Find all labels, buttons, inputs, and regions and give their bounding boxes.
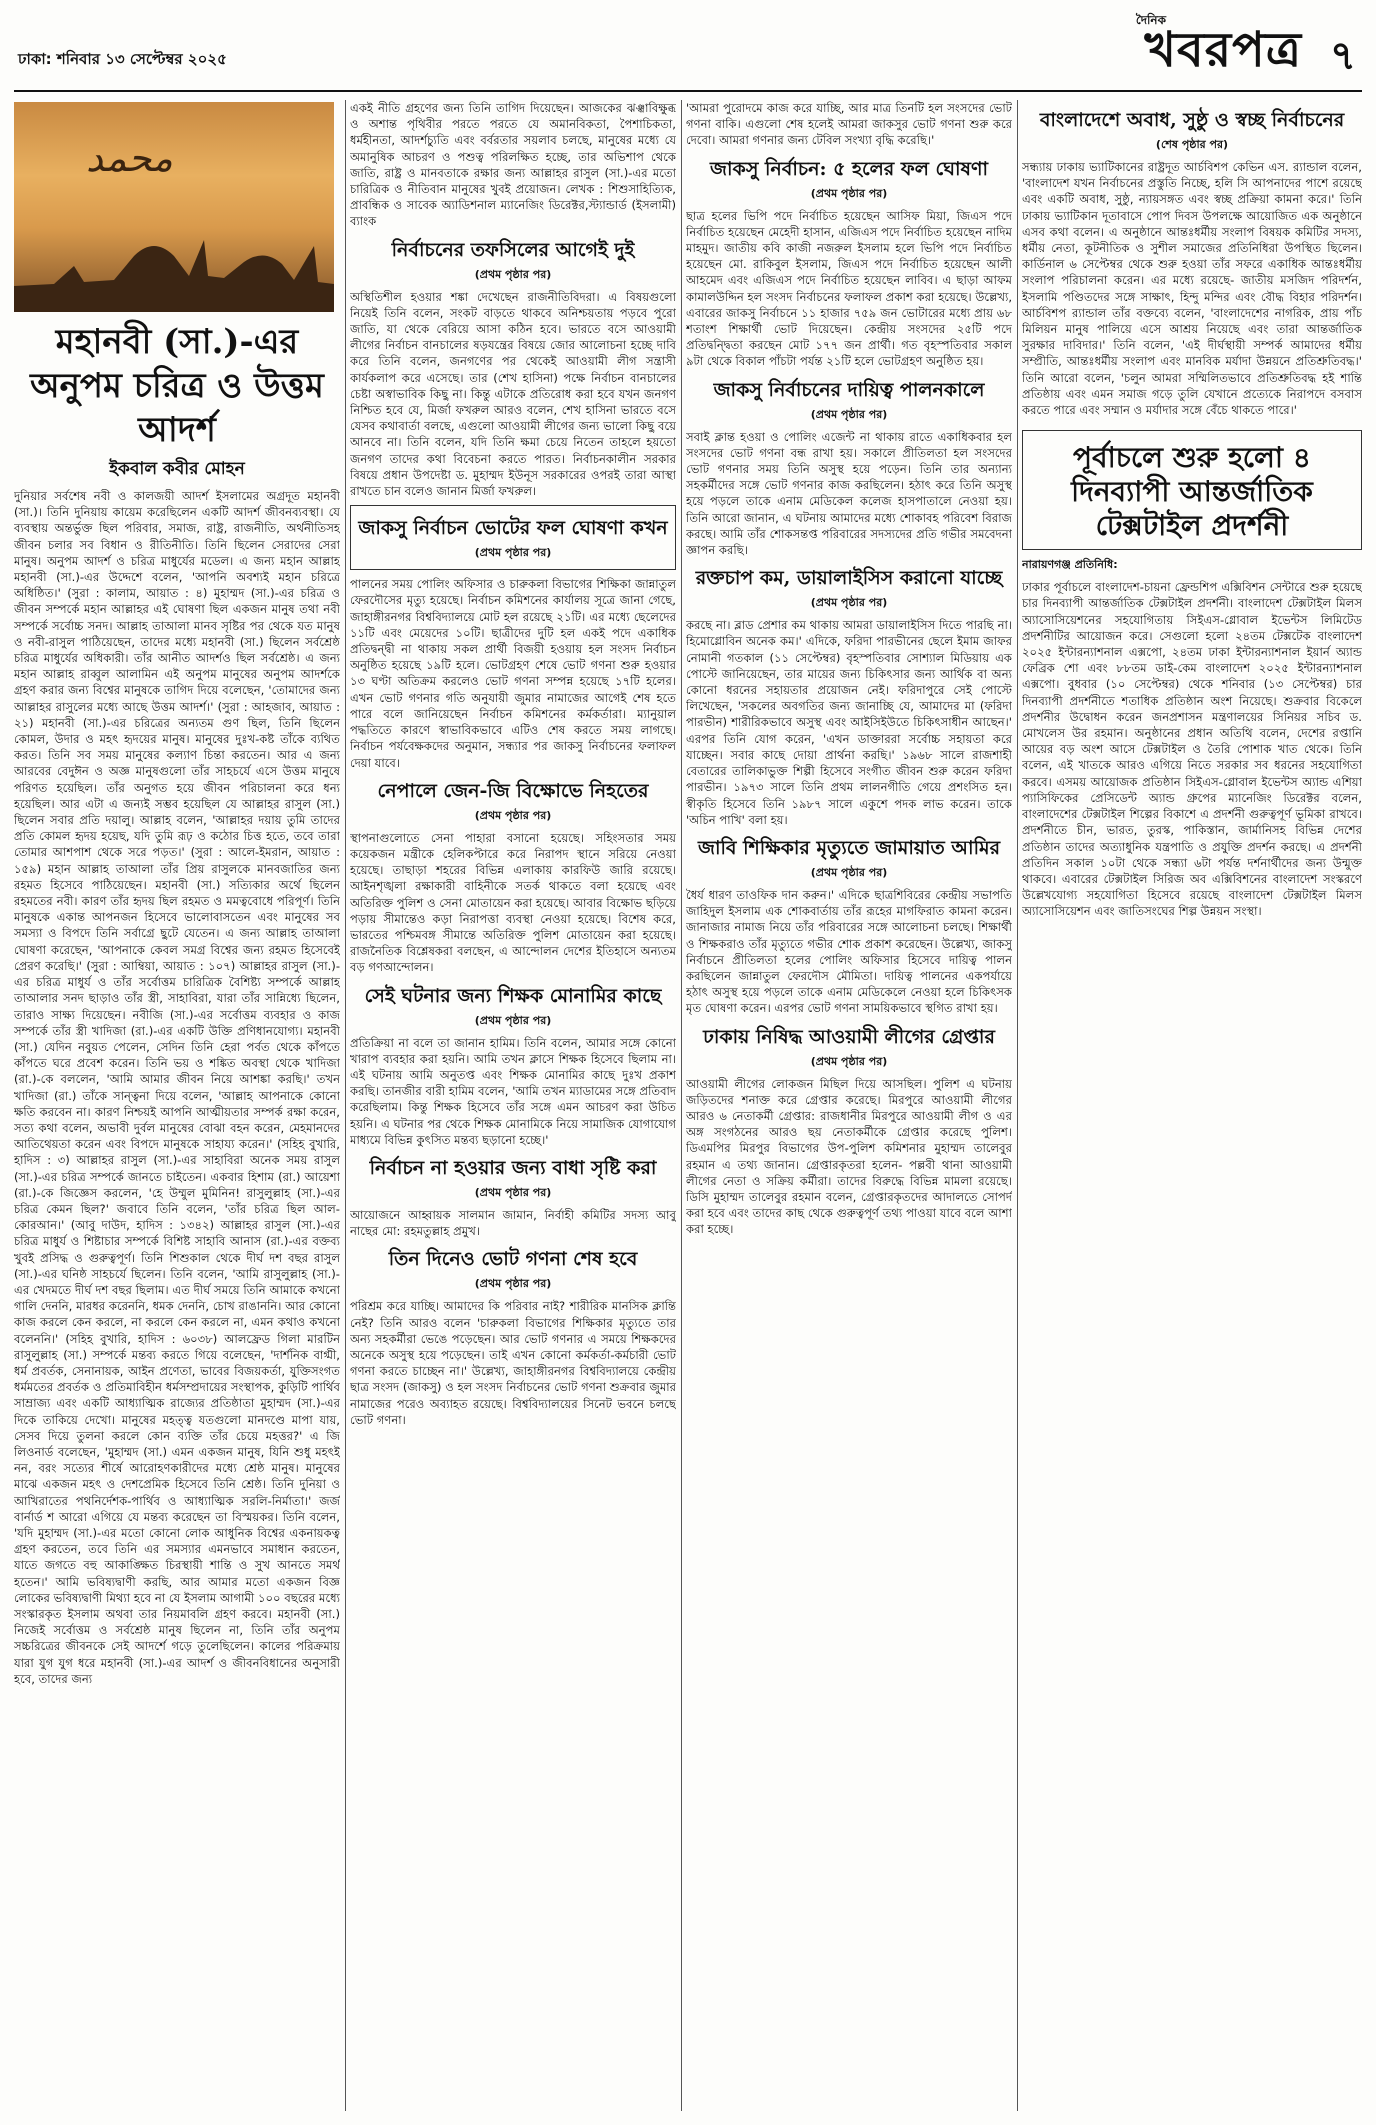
article-headline: তিন দিনেও ভোট গণনা শেষ হবে: [388, 1248, 638, 1271]
calligraphy-text: محمد: [86, 136, 173, 180]
article-headline: জাকসু নির্বাচনের দায়িত্ব পালনকালে: [713, 378, 985, 401]
continuation-note: (প্রথম পৃষ্ঠার পর): [810, 1054, 888, 1068]
article-body: করছে না। ব্লাড প্রেশার কম থাকায় আমরা ডায়ালাইসিস দিতে পারছি না। হিমোগ্লোবিন অনেক কম।' এদিকে, ফরিদা পারভীনের ছেলে ইমাম জাফর নোমানী গতকাল (১১ সেপ্টেম্বর) বৃহস্পতিবার সোশ্যাল মিডিয়ায় এক পোস্টে জানিয়েছেন, তার মায়ের জন্য চিকিৎসার জন্য আর্থিক বা অন্য কোনো ধরনের সহায়তার প্রয়োজন নেই। ফরিদাপুরে সেই পোস্টে লিখেছেন, 'সকলের অবগতির জন্য জানাচ্ছি যে, আমাদের মা (ফরিদা পারভীন) শারীরিকভাবে অসুস্থ এবং আইসিইউতে চিকিৎসাধীন আছেন।' এরপর তিনি যোগ করেন, 'এখন ডাক্তাররা সর্বোচ্চ সহায়তা করে যাচ্ছেন। সবার কাছে দোয়া প্রার্থনা করছি।' ১৯৬৮ সালে রাজশাহী বেতারের তালিকাভুক্ত শিল্পী হিসেবে সংগীত জীবন শুরু করেন ফরিদা পারভীন। ১৯৭৩ সালে তিনি প্রথম লালনগীতি গেয়ে প্রশংসিত হন। স্বীকৃতি হিসেবে তিনি ১৯৮৭ সালে একুশে পদক লাভ করেন। তাকে 'অচিন পাখি' বলা হয়।: [686, 618, 1012, 827]
feature-headline: পূর্বাচলে শুরু হলো ৪ দিনব্যাপী আন্তর্জাতিক টেক্সটাইল প্রদর্শনী: [1071, 441, 1313, 543]
article-headline: জাকসু নির্বাচন: ৫ হলের ফল ঘোষণা: [710, 157, 988, 180]
article-body: অস্থিতিশীল হওয়ার শঙ্কা দেখেছেন রাজনীতিবিদরা। এ বিষয়গুলো নিয়েই তিনি বলেন, সংকট বাড়তে থাকবে অনিশ্চয়তায় পড়বে পুরো জাতি, যা থেকে বেরিয়ে আসা কঠিন হবে। ভারতে বসে আওয়ামী লীগের নির্বাচন বানচালের ষড়যন্ত্রের বিষয়ে জোর আলোচনা হচ্ছে দাবি করে তিনি বলেন, জনগণের পর থেকেই আওয়ামী লীগ সন্ত্রাসী কার্যকলাপ করে এসেছে। তার (শেখ হাসিনা) পক্ষে নির্বাচন বানচালের চেষ্টা অস্বাভাবিক কিছু না। কিন্তু এটাকে প্রতিরোধ করা হবে যখন জনগণ নিশ্চিত হবে যে, মির্জা ফখরুল আরও বলেন, শেখ হাসিনা ভারতে বসে যেসব কথাবার্তা বলছে, এগুলো আওয়ামী লীগের জন্য ভালো কিছু বয়ে আনবে না। তিনি বলেন, যদি তিনি ক্ষমা চেয়ে নিতেন তাহলে হয়তো জনগণ তাদের কথা বিবেচনা করতে পারত। নির্বাচনকালীন সরকার বিষয়ে প্রধান উপদেষ্টা ড. মুহাম্মদ ইউনূস সরকারের ওপরই তারা আস্থা রাখতে চান বলেও জানান মির্জা ফখরুল।: [350, 289, 676, 499]
continuation-note: (প্রথম পৃষ্ঠার পর): [474, 808, 552, 822]
column-2: [350, 100, 676, 2111]
article-body: পালনের সময় পোলিং অফিসার ও চারুকলা বিভাগের শিক্ষিকা জান্নাতুল ফেরদৌসের মৃত্যু হয়েছে। নির্বাচন কমিশনের কার্যালয় সূত্রে জানা গেছে, জাহাঙ্গীরনগর বিশ্ববিদ্যালয়ে মোট হল রয়েছে ২১টি। এর মধ্যে ছেলেদের ১১টি এবং মেয়েদের ১০টি। ছাত্রীদের দুটি হল একই পদে একাধিক প্রতিদ্বন্দ্বী না থাকায় সকল প্রার্থী বিজয়ী হওয়ায় হল সংসদ নির্বাচন অনুষ্ঠিত হয়েছে ১৯টি হলে। ভোটগ্রহণ শেষে ভোট গণনা শুরু হওয়ার ১৩ ঘণ্টা অতিক্রম করলেও ভোট গণনা সম্পন্ন হয়েছে ১৭টি হলের। এখন ভোট গণনার গতি অনুযায়ী জুমার নামাজের আগেই শেষ হতে পারে বলে জানিয়েছেন নির্বাচন কমিশনের কর্মকর্তারা। ম্যানুয়াল পদ্ধতিতে কারণে স্বাভাবিকভাবে এটিও শেষ করতে সময় লাগছে। নির্বাচন পর্যবেক্ষকদের অনুমান, সন্ধ্যার পর জাকসু নির্বাচনের ফলাফল দেয়া যাবে।: [350, 577, 676, 770]
article-headline: জাবি শিক্ষিকার মৃত্যুতে জামায়াত আমির: [697, 836, 1001, 859]
continuation-note: (প্রথম পৃষ্ঠার পর): [474, 1277, 552, 1291]
article-headline: সেই ঘটনার জন্য শিক্ষক মোনামির কাছে: [364, 984, 662, 1007]
article-headline: নেপালে জেন-জি বিক্ষোভে নিহতের: [377, 779, 649, 802]
continued-text: একই নীতি গ্রহণের জন্য তিনি তাগিদ দিয়েছেন। আজকের ঝঞ্ঝাবিক্ষুব্ধ ও অশান্ত পৃথিবীর পরতে পরতে যে অমানবিকতা, পৈশাচিকতা, ধর্মহীনতা, আদর্শচ্যুতি এবং বর্বরতার সয়লাব চলছে, মানুষের মধ্যে যে অমানুষিক আচরণ ও পশুত্ব পরিলক্ষিত হচ্ছে, তার অভিশাপ থেকে জাতি, রাষ্ট্র ও মানবতাকে রক্ষার জন্য আল্লাহর রাসুল (সা.)-এর মতো চারিত্রিক ও নীতিবান মানুষের খুবই প্রয়োজন। লেখক : শিশুসাহিত্যিক, প্রাবন্ধিক ও সাবেক অ্যাডিশনাল ম্যানেজিং ডিরেক্টর,স্ট্যান্ডার্ড (ইসলামী) ব্যাংক: [350, 101, 676, 229]
newspaper-logo: খবরপত্র: [1144, 22, 1302, 78]
column-divider: [1017, 100, 1018, 2111]
continuation-note: (প্রথম পৃষ্ঠার পর): [810, 596, 888, 610]
article-body: ঢাকার পূর্বাচলে বাংলাদেশ-চায়না ফ্রেন্ডশিপ এক্সিবিশন সেন্টারে শুরু হয়েছে চার দিনব্যাপী আন্তর্জাতিক টেক্সটাইল প্রদর্শনী। বাংলাদেশ টেক্সটাইল মিলস অ্যাসোসিয়েশনের সহযোগিতায় সিইএস-গ্লোবাল ইভেন্টস লিমিটেড প্রদর্শনীটির আয়োজন করে। সেগুলো হলো ২৪তম টেক্সটেক বাংলাদেশ ২০২৫ ইন্টারন্যাশনাল এক্সপো, ২৪তম ঢাকা ইন্টারন্যাশনাল ইয়ার্ন অ্যান্ড ফেব্রিক শো এবং ৮৮তম ডাই-কেম বাংলাদেশ ২০২৫ ইন্টারন্যাশনাল এক্সপো। বুধবার (১০ সেপ্টেম্বর) থেকে শনিবার (১৩ সেপ্টেম্বর) চার দিনব্যাপী প্রদর্শনীতে শতাধিক প্রতিষ্ঠান অংশ নিয়েছে। শুক্রবার বিকেলে প্রদর্শনীর উদ্বোধন করেন জনপ্রশাসন মন্ত্রণালয়ের সিনিয়র সচিব ড. মোখলেস উর রহমান। অনুষ্ঠানের প্রধান অতিথি বলেন, দেশের রপ্তানি আয়ের বড় অংশ আসে টেক্সটাইল ও তৈরি পোশাক খাত থেকে। তিনি বলেন, এই খাতকে আরও এগিয়ে নিতে সরকার সব ধরনের সহযোগিতা করবে। এসময় আয়োজক প্রতিষ্ঠান সিইএস-গ্লোবাল ইভেন্টস অ্যান্ড এশিয়া প্যাসিফিকের প্রেসিডেন্ট অ্যান্ড গ্রুপের ম্যানেজিং ডিরেক্টর বলেন, বাংলাদেশের টেক্সটাইল শিল্পের বিকাশে এ প্রদর্শনী গুরুত্বপূর্ণ ভূমিকা রাখবে। প্রদর্শনীতে চীন, ভারত, তুরস্ক, পাকিস্তান, জার্মানিসহ বিভিন্ন দেশের প্রতিষ্ঠান তাদের অত্যাধুনিক যন্ত্রপাতি ও প্রযুক্তি প্রদর্শন করছে। এ প্রদর্শনী প্রতিদিন সকাল ১০টা থেকে সন্ধ্যা ৬টা পর্যন্ত দর্শনার্থীদের জন্য উন্মুক্ত থাকবে। এবারের টেক্সটাইল সিরিজ অব এক্সিবিশনের বাংলাদেশ সংস্করণে উল্লেখযোগ্য সহযোগিতা হিসেবে রয়েছে বাংলাদেশ টেক্সটাইল মিলস অ্যাসোসিয়েশন এবং জাতিসংঘের শিল্প উন্নয়ন সংস্থা।: [1022, 580, 1362, 919]
article-body: সবাই ক্লান্ত হওয়া ও পোলিং এজেন্ট না থাকায় রাতে একাধিকবার হল সংসদের ভোট গণনা বন্ধ রাখা হয়। সকালে প্রীতিলতা হল সংসদের ভোট গণনার সময় তিনি অসুস্থ হয়ে পড়েন। তিনি তার অন্যান্য সহকর্মীদের সঙ্গে ভোট গণনার কাজ করছিলেন। হঠাৎ করে তিনি অসুস্থ হয়ে পড়লে তাকে এনাম মেডিকেল কলেজ হাসপাতালে নেওয়া হয়। তিনি আরো জানান, এ ঘটনায় আমাদের মধ্যে শোকাবহ পরিবেশ বিরাজ করছে। আমি তাঁর শোকসন্তপ্ত পরিবারের সদস্যদের প্রতি গভীর সমবেদনা জ্ঞাপন করছি।: [686, 429, 1012, 558]
continuation-note: (প্রথম পৃষ্ঠার পর): [474, 1185, 552, 1199]
article-body: ছাত্র হলের ভিপি পদে নির্বাচিত হয়েছেন আসিফ মিয়া, জিএস পদে নির্বাচিত হয়েছেন মেহেদী হাসান, এজিএস পদে নির্বাচিত হয়েছেন নাদিম মাহমুদ। জাতীয় কবি কাজী নজরুল ইসলাম হলে ভিপি পদে নির্বাচিত হয়েছেন মো. রাকিবুল ইসলাম, জিএস পদে নির্বাচিত হয়েছেন আলী আহমেদ এবং এজিএস পদে নির্বাচিত হয়েছেন লাবিব। এ ছাড়া আফম কামালউদ্দিন হল সংসদ নির্বাচনের ফলাফল প্রকাশ করা হয়েছে। উল্লেখ্য, এবারের জাকসু নির্বাচনে ১১ হাজার ৭৫৯ জন ভোটারের মধ্যে প্রায় ৬৮ শতাংশ শিক্ষার্থী ভোট দিয়েছেন। কেন্দ্রীয় সংসদের ২৫টি পদে প্রতিদ্বন্দ্বিতা করছেন মোট ১৭৭ জন প্রার্থী। গত বৃহস্পতিবার সকাল ৯টা থেকে বিকাল পাঁচটা পর্যন্ত ২১টি হলে ভোটগ্রহণ অনুষ্ঠিত হয়।: [686, 208, 1012, 369]
article-headline: রক্তচাপ কম, ডায়ালাইসিস করানো যাচ্ছে: [695, 567, 1003, 590]
article-body: স্থাপনাগুলোতে সেনা পাহারা বসানো হয়েছে। সহিংসতার সময় কয়েকজন মন্ত্রীকে হেলিকপ্টারে করে নিরাপদ স্থানে সরিয়ে নেওয়া হয়েছে। তাছাড়া শহরের বিভিন্ন এলাকায় কারফিউ জারি রয়েছে। আইনশৃঙ্খলা রক্ষাকারী বাহিনীকে সতর্ক থাকতে বলা হয়েছে এবং অতিরিক্ত পুলিশ ও সেনা মোতায়েন করা হয়েছে। আবার বিক্ষোভ ছড়িয়ে পড়ায় সীমান্তেও কড়া নিরাপত্তা ব্যবস্থা নেওয়া হয়েছে। বিশেষ করে, ভারতের পশ্চিমবঙ্গ সীমান্তে অতিরিক্ত পুলিশ মোতায়েন করা হয়েছে। রাজনৈতিক বিশ্লেষকরা বলছেন, এ আন্দোলন দেশের ইতিহাসে অন্যতম বড় গণআন্দোলন।: [350, 830, 676, 975]
article-body: আয়োজনে আহ্বায়ক সালমান জামান, নির্বাহী কমিটির সদস্য আবু নাছের মো: রহমতুল্লাহ প্রমুখ।: [350, 1207, 676, 1239]
page-number: ৭: [1329, 33, 1356, 79]
article-headline: নির্বাচন না হওয়ার জন্য বাধা সৃষ্টি করা: [369, 1156, 657, 1179]
continued-text: 'আমরা পুরোদমে কাজ করে যাচ্ছি, আর মাত্র তিনটি হল সংসদের ভোট গণনা বাকি। এগুলো শেষ হলেই আমরা জাকসুর ভোট গণনা শুরু করে দেবো। আমরা গণনার জন্য টেবিল সংখ্যা বৃদ্ধি করেছি।': [686, 101, 1012, 148]
article-headline-box: [350, 505, 676, 570]
continuation-note: (প্রথম পৃষ্ঠার পর): [810, 865, 888, 879]
continuation-note: (প্রথম পৃষ্ঠার পর): [474, 546, 552, 560]
continuation-note: (প্রথম পৃষ্ঠার পর): [810, 186, 888, 200]
dateline: ঢাকা: শনিবার ১৩ সেপ্টেম্বর ২০২৫: [18, 50, 227, 68]
article-body: প্রতিক্রিয়া না বলে তা জানান হামিম। তিনি বলেন, আমার সঙ্গে কোনো খারাপ ব্যবহার করা হয়নি। আমি তখন ক্লাসে শিক্ষক হিসেবে ছিলাম না। এই ঘটনায় আমি অনুতপ্ত এবং শিক্ষক মোনামির কাছে দুঃখ প্রকাশ করছি। তানজীর বারী হামিম বলেন, 'আমি তখন ম্যাডামের সঙ্গে প্রতিবাদ করেছিলাম। কিন্তু শিক্ষক হিসেবে তাঁর সঙ্গে এমন আচরণ করা উচিত হয়নি। এ ঘটনার পর থেকে শিক্ষক মোনামিকে নিয়ে সামাজিক যোগাযোগ মাধ্যমে বিভিন্ন কুৎসিত মন্তব্য ছড়ানো হচ্ছে।': [350, 1035, 676, 1147]
article-headline: জাকসু নির্বাচন ভোটের ফল ঘোষণা কখন: [358, 517, 668, 540]
column-4: [1022, 100, 1362, 2111]
lead-article-body: দুনিয়ার সর্বশেষ নবী ও কালজয়ী আদর্শ ইসলামের অগ্রদূত মহানবী (সা.)। তিনি দুনিয়ায় কায়েম করেছিলেন একটি আদর্শ জীবনব্যবস্থা। যে ব্যবস্থায় অন্তর্ভুক্ত ছিল পরিবার, সমাজ, রাষ্ট্র, রাজনীতি, অর্থনীতিসহ জীবন চলার সব বিধান ও রীতিনীতি। তিনি ছিলেন সেরাদের সেরা মানুষ। অনুপম আদর্শ ও চরিত্র মাধুর্যের মডেল। এ জন্য মহান আল্লাহ মহানবী (সা.)-এর উদ্দেশে বলেন, 'আপনি অবশ্যই মহান চরিত্রে অধিষ্ঠিত।' (সুরা : কালাম, আয়াত : ৪) মুহাম্মদ (সা.)-এর চরিত্র ও জীবন সম্পর্কে মহান আল্লাহর এই ঘোষণা ছিল একজন মানুষ তথা নবী সম্পর্কে সর্বোচ্চ সনদ। আল্লাহ তাআলা মানব সৃষ্টির পর থেকে যত মানুষ ও নবী-রাসুল পাঠিয়েছেন, তাদের মধ্যে মহানবী (সা.) ছিলেন সর্বশ্রেষ্ঠ চরিত্র মাধুর্যের অধিকারী। তাঁর আনীত আদর্শও ছিল সর্বশ্রেষ্ঠ। এ জন্য মহান আল্লাহ রাব্বুল আলামিন এই অনুপম মানুষের অনুপম আদর্শকে গ্রহণ করার জন্য বিশ্বের মানুষকে তাগিদ দিয়ে বলেছেন, 'তোমাদের জন্য আল্লাহর রাসুলের মধ্যে আছে উত্তম আদর্শ।' (সুরা : আহজাব, আয়াত : ২১) মহানবী (সা.)-এর চরিত্রের অন্যতম গুণ ছিল, তিনি ছিলেন কোমল, উদার ও মহৎ হৃদয়ের মানুষ। মানুষের দুঃখ-কষ্ট তাঁকে ব্যথিত করত। তিনি সব সময় মানুষের কল্যাণ চিন্তা করতেন। আর এ জন্য আরবের বেদুঈন ও অজ্ঞ মানুষগুলো তাঁর সাহচর্যে এসে উত্তম মানুষে পরিণত হয়েছিল। তাঁর অনুগত হয়ে জীবন পরিচালনা করে ধন্য হয়েছিল। আর এটা এ জন্যই সম্ভব হয়েছিল যে আল্লাহর রাসুল (সা.) ছিলেন সবার প্রতি দয়ালু। আল্লাহ বলেন, 'আল্লাহর দয়ায় তুমি তাদের প্রতি কোমল হৃদয় হয়েছ, যদি তুমি রূঢ় ও কঠোর চিত্ত হতে, তবে তারা তোমার আশপাশ থেকে সরে পড়ত।' (সুরা : আলে-ইমরান, আয়াত : ১৫৯) মহান আল্লাহ তাআলা তাঁর প্রিয় রাসুলকে মানবজাতির জন্য রহমত হিসেবে পাঠিয়েছেন। মহানবী (সা.) সত্যিকার অর্থে ছিলেন রহমতের নবী। কারণ তাঁর হৃদয় ছিল রহমত ও মমত্ববোধে পরিপূর্ণ। তিনি মানুষকে একান্ত আপনজন হিসেবে ভালোবাসতেন এবং মানুষের সব সমস্যা ও বিপদে তিনি সর্বাগ্রে ছুটে যেতেন। এ জন্য আল্লাহ তাআলা ঘোষণা করেছেন, 'আপনাকে কেবল সমগ্র বিশ্বের জন্য রহমত হিসেবেই প্রেরণ করেছি।' (সুরা : আম্বিয়া, আয়াত : ১০৭) আল্লাহর রাসুল (সা.)-এর চরিত্র মাধুর্য ও তাঁর সর্বোত্তম চারিত্রিক বৈশিষ্ট্য সম্পর্কে আল্লাহ তাআলার সনদ ছাড়াও তাঁর স্ত্রী, সাহাবিরা, যারা তাঁর সান্নিধ্যে ছিলেন, তারাও সাক্ষ্য দিয়েছেন। নবীজি (সা.)-এর সর্বোত্তম ব্যবহার ও কাজ সম্পর্কে তাঁর স্ত্রী খাদিজা (রা.)-এর একটি উক্তি প্রণিধানযোগ্য। মহানবী (সা.) যেদিন নবুয়ত পেলেন, সেদিন তিনি হেরা পর্বত থেকে কাঁপতে কাঁপতে ঘরে প্রবেশ করেন। তিনি ভয় ও শঙ্কিত অবস্থা থেকে খাদিজা (রা.)-কে বললেন, 'আমি আমার জীবন নিয়ে আশঙ্কা করছি।' তখন খাদিজা (রা.) তাঁকে সান্ত্বনা দিয়ে বলেন, 'আল্লাহ আপনাকে কোনো ক্ষতি করবেন না। কারণ নিশ্চয়ই আপনি আত্মীয়তার সম্পর্ক রক্ষা করেন, সত্য কথা বলেন, অভাবী দুর্বল মানুষের বোঝা বহন করেন, মেহমানদের আতিথেয়তা করেন এবং বিপদে মানুষকে সাহায্য করেন।' (সহিহ বুখারি, হাদিস : ৩) আল্লাহর রাসুল (সা.)-এর সাহাবিরা অনেক সময় রাসুল (সা.)-এর চরিত্র সম্পর্কে জানতে চাইতেন। একবার হিশাম (রা.) আয়েশা (রা.)-কে জিজ্ঞেস করলেন, 'হে উম্মুল মুমিনিন! রাসুলুল্লাহ (সা.)-এর চরিত্র কেমন ছিল?' জবাবে তিনি বলেন, 'তাঁর চরিত্র ছিল আল-কোরআন।' (আবু দাউদ, হাদিস : ১৩৪২) আল্লাহর রাসুল (সা.)-এর চরিত্র মাধুর্য ও শিষ্টাচার সম্পর্কে বিশিষ্ট সাহাবি আনাস (রা.)-এর বক্তব্য খুবই প্রসিদ্ধ ও গুরুত্বপূর্ণ। তিনি শিশুকাল থেকে দীর্ঘ দশ বছর রাসুল (সা.)-এর ঘনিষ্ঠ সাহচর্যে ছিলেন। তিনি বলেন, 'আমি রাসুলুল্লাহ (সা.)-এর খেদমতে দীর্ঘ দশ বছর ছিলাম। এত দীর্ঘ সময়ে তিনি আমাকে কখনো গালি দেননি, মারধর করেননি, ধমক দেননি, চোখ রাঙাননি। আর কোনো কাজ করলে কেন করলে, না করলে কেন করলে না, এমন কথাও কখনো বলেননি।' (সহিহ বুখারি, হাদিস : ৬০৩৮) আলফ্রেড গিলা মারটিন রাসুলুল্লাহ (সা.) সম্পর্কে মন্তব্য করতে গিয়ে বলেছেন, 'দার্শনিক বাগ্মী, ধর্ম প্রবর্তক, সেনানায়ক, আইন প্রণেতা, ভাবের বিজয়কর্তা, যুক্তিসংগত ধর্মমতের প্রবর্তক ও প্রতিমাবিহীন ধর্মসম্প্রদায়ের সংস্থাপক, কুড়িটি পার্থিব সাম্রাজ্য এবং একটি আধ্যাত্মিক রাজ্যের প্রতিষ্ঠাতা মুহাম্মদ (সা.)-এর দিকে তাকিয়ে দেখো। মানুষের মহত্ত্ব যতগুলো মানদণ্ডে মাপা যায়, সেসব দিয়ে তুলনা করলে কোন ব্যক্তি তাঁর চেয়ে মহত্তর?' এ জি লিওনার্ড বলেছেন, 'মুহাম্মদ (সা.) এমন একজন মানুষ, যিনি শুধু মহৎই নন, বরং সত্যের শীর্ষে আরোহণকারীদের মধ্যে শ্রেষ্ঠ মানুষ। মানুষের মাঝে একজন মহৎ ও দেশপ্রেমিক হিসেবে তিনি শ্রেষ্ঠ। তিনি দুনিয়া ও আখিরাতের পথনির্দেশক-পার্থিব ও আধ্যাত্মিক সরলি-নির্মাতা।' জর্জ বার্নার্ড শ আরো এগিয়ে যে মন্তব্য করেছেন তা বিস্ময়কর। তিনি বলেন, 'যদি মুহাম্মদ (সা.)-এর মতো কোনো লোক আধুনিক বিশ্বের একনায়কত্ব গ্রহণ করতেন, তবে তিনি এর সমস্যার এমনভাবে সমাধান করতেন, যাতে জগতে বহু আকাঙ্ক্ষিত চিরস্থায়ী শান্তি ও সুখ আনতে সমর্থ হতেন।' আমি ভবিষ্যদ্বাণী করছি, আর আমার মতো একজন বিজ্ঞ লোকের ভবিষ্যদ্বাণী মিথ্যা হবে না যে ইসলাম আগামী ১০০ বছরের মধ্যে সংস্কারকৃত ইসলাম অথবা তার নিয়মাবলি গ্রহণ করবে। মহানবী (সা.) নিজেই সর্বোত্তম ও সর্বশ্রেষ্ঠ মানুষ ছিলেন না, তিনি তাঁর অনুপম সচ্চরিত্রের জীবনকে সেই আদর্শে গড়ে তুলেছিলেন। কালের পরিক্রমায় যারা যুগ যুগ ধরে মহানবী (সা.)-এর আদর্শ ও জীবনবিধানের অনুসারী হবে, তাদের জন্য: [14, 489, 340, 1686]
column-1: [14, 100, 340, 2111]
lead-byline: ইকবাল কবীর মোহন: [109, 459, 245, 479]
article-body: আওয়ামী লীগের লোকজন মিছিল দিয়ে আসছিল। পুলিশ এ ঘটনায় জড়িতদের শনাক্ত করে গ্রেপ্তার করেছে। মিরপুরে আওয়ামী লীগের আরও ৬ নেতাকর্মী গ্রেপ্তার: রাজধানীর মিরপুরে আওয়ামী লীগ ও এর অঙ্গ সংগঠনের আরও ছয় নেতাকর্মীকে গ্রেপ্তার করেছে পুলিশ। ডিএমপির মিরপুর বিভাগের উপ-পুলিশ কমিশনার মুহাম্মদ তালেবুর রহমান এ তথ্য জানান। গ্রেপ্তারকৃতরা হলেন- পল্লবী থানা আওয়ামী লীগের নেতা ও সক্রিয় কর্মীরা। তাদের বিরুদ্ধে বিভিন্ন মামলা রয়েছে। ডিসি মুহাম্মদ তালেবুর রহমান বলেন, গ্রেপ্তারকৃতদের আদালতে সোপর্দ করা হবে এবং তাদের কাছ থেকে গুরুত্বপূর্ণ তথ্য পাওয়া যাবে বলে আশা করা হচ্ছে।: [686, 1076, 1012, 1237]
continuation-note: (প্রথম পৃষ্ঠার পর): [810, 407, 888, 421]
column-divider: [345, 100, 346, 2111]
article-headline: নির্বাচনের তফসিলের আগেই দুই: [391, 238, 635, 261]
lead-headline: মহানবী (সা.)-এর অনুপম চরিত্র ও উত্তম আদর্শ: [30, 322, 324, 450]
continuation-note: (প্রথম পৃষ্ঠার পর): [474, 267, 552, 281]
article-body: সন্ধ্যায় ঢাকায় ভ্যাটিকানের রাষ্ট্রদূত আর্চবিশপ কেভিন এস. র‍্যান্ডাল বলেন, 'বাংলাদেশ যখন নির্বাচনের প্রস্তুতি নিচ্ছে, হলি সি আপনাদের পাশে রয়েছে এবং একটি অবাধ, সুষ্ঠু, ন্যায়সঙ্গত এবং স্বচ্ছ প্রক্রিয়া কামনা করে।' তিনি ঢাকায় ভ্যাটিকান দূতাবাসে পোপ দিবস উপলক্ষে আয়োজিত এক অনুষ্ঠানে এসব কথা বলেন। এ অনুষ্ঠানে আন্তঃধর্মীয় সংলাপ বিষয়ক কমিটির সদস্য, ধর্মীয় নেতা, কূটনীতিক ও সুশীল সমাজের প্রতিনিধিরা উপস্থিত ছিলেন। কার্ডিনাল ৬ সেপ্টেম্বর থেকে শুরু হওয়া তাঁর সফরে একাধিক আন্তঃধর্মীয় সংলাপ পরিচালনা করেন। এর মধ্যে রয়েছে- জাতীয় মসজিদ পরিদর্শন, ইসলামি পণ্ডিতদের সঙ্গে সাক্ষাৎ, হিন্দু মন্দির এবং বৌদ্ধ বিহার পরিদর্শন। আর্চবিশপ র‍্যান্ডাল তাঁর বক্তব্যে বলেন, 'বাংলাদেশের নাগরিক, প্রায় পাঁচ মিলিয়ন মানুষ পালিয়ে এসে আশ্রয় নিয়েছে এবং তারা আন্তর্জাতিক সুরক্ষার দাবিদার।' তিনি বলেন, 'এই দীর্ঘস্থায়ী সম্পর্ক আমাদের ধর্মীয় সম্প্রীতি, আন্তঃধর্মীয় সংলাপ এবং মানবিক মর্যাদা উন্নয়নে প্রতিশ্রুতিবদ্ধ।' তিনি আরো বলেন, 'চলুন আমরা সম্মিলিতভাবে প্রতিশ্রুতিবদ্ধ হই শান্তি প্রতিষ্ঠায় এবং এমন সমাজ গড়ে তুলি যেখানে প্রত্যেকে নিরাপদে বসবাস করতে পারে এবং সম্মান ও মর্যাদার সঙ্গে বেঁচে থাকতে পারে।': [1022, 160, 1362, 418]
mosque-silhouette-icon: [14, 226, 334, 312]
column-3: [686, 100, 1012, 2111]
continuation-note: (প্রথম পৃষ্ঠার পর): [474, 1013, 552, 1027]
feature-headline-box: [1022, 430, 1362, 550]
header-divider: [14, 90, 1362, 92]
article-body: ধৈর্য ধারণ তাওফিক দান করুন।' এদিকে ছাত্রশিবিরের কেন্দ্রীয় সভাপতি জাহিদুল ইসলাম এক শোকবার্তায় তাঁর রূহের মাগফিরাত কামনা করেন। জানাজার নামাজ নিয়ে তাঁর পরিবারের সঙ্গে আলোচনা চলছে। শিক্ষার্থী ও শিক্ষকরাও তাঁর মৃত্যুতে গভীর শোক প্রকাশ করেছেন। উল্লেখ্য, জাকসু নির্বাচনে প্রীতিলতা হলের পোলিং অফিসার হিসেবে দায়িত্ব পালন করছিলেন জান্নাতুল ফেরদৌস মৌমিতা। দায়িত্ব পালনের একপর্যায়ে হঠাৎ অসুস্থ হয়ে পড়লে তাকে এনাম মেডিকেলে নেওয়া হলে চিকিৎসক মৃত ঘোষণা করেন। এরপর ভোট গণনা সাময়িকভাবে স্থগিত রাখা হয়।: [686, 887, 1012, 1016]
masthead: [14, 10, 1362, 92]
reporter-credit: নারায়ণগঞ্জ প্রতিনিধি:: [1022, 558, 1118, 572]
article-headline: ঢাকায় নিষিদ্ধ আওয়ামী লীগের গ্রেপ্তার: [703, 1025, 995, 1048]
article-body: পরিশ্রম করে যাচ্ছি। আমাদের কি পরিবার নাই? শারীরিক মানসিক ক্লান্তি নেই? তিনি আরও বলেন 'চারুকলা বিভাগের শিক্ষিকার মৃত্যুতে তার অন্য সহকর্মীরা ভেঙে পড়েছেন। আর ভোট গণনার এ সময়ে শিক্ষকদের অনেকে অসুস্থ হয়ে পড়েছেন। তাই এখন কোনো কর্মকর্তা-কর্মচারী ভোট গণনা করতে চাচ্ছেন না।' উল্লেখ্য, জাহাঙ্গীরনগর বিশ্ববিদ্যালয়ে কেন্দ্রীয় ছাত্র সংসদ (জাকসু) ও হল সংসদ নির্বাচনের ভোট গণনা শুক্রবার জুমার নামাজের পরেও অব্যাহত রয়েছে। বিশ্ববিদ্যালয়ের সিনেট ভবনে চলছে ভোট গণনা।: [350, 1299, 676, 1427]
continuation-note: (শেষ পৃষ্ঠার পর): [1155, 138, 1229, 151]
logo-prefix: দৈনিক: [1135, 13, 1166, 27]
article-headline: বাংলাদেশে অবাধ, সুষ্ঠু ও স্বচ্ছ নির্বাচনের: [1039, 109, 1345, 131]
column-divider: [681, 100, 682, 2111]
calligraphy-mosque-photo: [14, 102, 334, 312]
